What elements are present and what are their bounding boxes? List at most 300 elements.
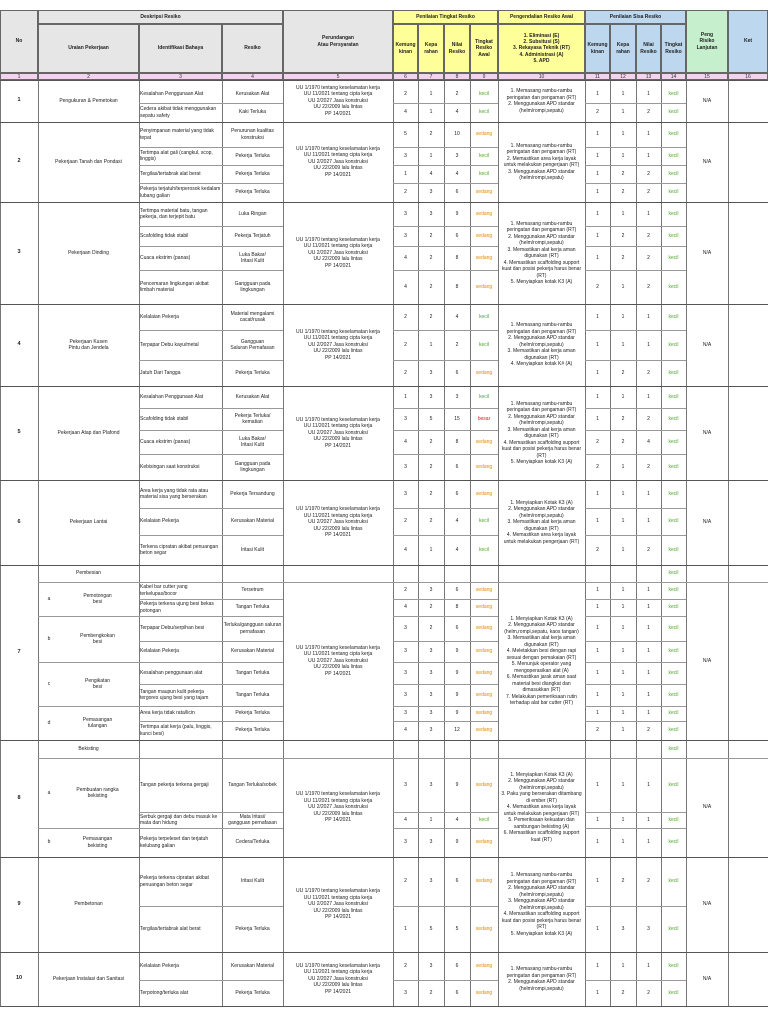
severity-residual: 2 [621,415,625,422]
hazard-identification: Terpotong/terluka alat [140,989,189,996]
risk-description: Pekerja Terluka [235,189,270,196]
likelihood-initial: 4 [404,546,407,553]
likelihood-residual: 1 [596,189,599,196]
risk-value-residual: 1 [647,710,650,717]
hazard-identification: Serbuk gergaji dan debu masuk ke mata dan hidung [140,813,218,826]
group-control-measures: 1. Memasang rambu-rambu peringatan dan pengaman (RT) 2. Menggunakan APD standar (helm/rompi,sepatu) 3. Memastikan alat kerja aman digunakan (RT) 4. Menyiapkan kotak K# (A) [506,322,577,368]
severity-initial: 1 [429,152,433,159]
group-activity: Bekisting [78,745,99,752]
group-control-measures: 1. Menyiapkan Kotak K3 (A) 2. Menggunakan APD standar (helm/rompi,sepatu) 3. Memastikan alat kerja aman digunakan (RT) 4. Memastikan area kerja layak untuk melakukan pengerjaan (RT) [503,499,580,545]
risk-level-residual: kecil [668,189,679,196]
hazard-identification: Pekerja terkena ujung besi bekas potongan [140,601,214,614]
risk-level-residual: kecil [668,781,679,788]
risk-level-initial: sedang [475,254,493,261]
group-control-measures: 1. Menyiapkan Kotak K3 (A) 2. Menggunakan APD standar (helm,rompi,sepatu, kaos tangan) 3. Memastikan alat kerja aman digunakan (RT) 4. Meletakkan besi dengan rapi sesuai dengan pemakaian (RT) 5. Menunjuk operator yang mengoperasikan alat (A) 6. Memastikan jarak aman saat material besi diangkat dan dimasukkan (RT) 7. Melakukan pemeriksaan rutin terhadap alat bar cutter (RT) [504,615,579,706]
risk-level-initial: kecil [478,546,489,553]
group-follow-up: N/A [702,341,712,348]
likelihood-initial: 3 [404,648,407,655]
sub-activity-name: Pemasangan tulangan [82,716,113,729]
group-number: 6 [17,518,21,525]
risk-value-initial: 4 [455,109,459,116]
column-number: 2 [38,73,139,80]
column-number: 6 [393,73,418,80]
hazard-identification: Terkena cipratan akibat penuangan beton segar [140,543,219,556]
severity-initial: 3 [429,839,433,846]
likelihood-initial: 3 [404,669,407,676]
severity-initial: 2 [429,490,433,497]
likelihood-initial: 3 [404,710,407,717]
severity-residual: 1 [621,210,625,217]
likelihood-residual: 2 [596,727,599,734]
risk-description: Mata Iritasi/ gangguan pernafasan [228,813,277,826]
hazard-identification: Area kerja tidak rata/licin [140,710,195,717]
column-number: 3 [139,73,222,80]
likelihood-residual: 1 [596,170,599,177]
hazard-identification: Kabel bar cutter yang terkelupas/bocor [140,584,188,597]
severity-initial: 2 [429,438,433,445]
risk-description: Pekerja Terjatuh [234,232,271,239]
severity-residual: 1 [621,463,625,470]
group-number: 3 [17,249,21,256]
likelihood-residual: 2 [596,109,599,116]
risk-level-initial: sedang [475,210,493,217]
hazard-identification: Tergilas/tertabrak alat berat [140,170,201,177]
risk-level-residual: kecil [668,691,679,698]
risk-value-initial: 9 [455,781,459,788]
risk-level-residual: kecil [668,669,679,676]
severity-residual: 2 [621,232,625,239]
sub-activity-name: Pemasangan bekisting [82,836,113,849]
group-regulation: UU 1/1970 tentang keselamatan kerja UU 11/2021 tentang cipta kerja UU 2/2027 Jasa konstruksi UU 22/2009 lalu lintas PP 14/2021 [296,962,380,995]
likelihood-residual: 2 [596,283,599,290]
risk-value-initial: 6 [455,625,459,632]
likelihood-initial: 3 [404,152,407,159]
risk-value-initial: 8 [455,254,459,261]
risk-value-residual: 1 [647,816,650,823]
severity-residual: 1 [621,131,625,138]
risk-level-initial: sedang [475,710,493,717]
column-number: 8 [444,73,470,80]
severity-residual: 1 [621,283,625,290]
likelihood-residual: 1 [596,962,599,969]
risk-level-residual: kecil [668,625,679,632]
risk-value-residual: 1 [647,781,650,788]
likelihood-initial: 3 [404,232,407,239]
column-number: 16 [728,73,768,80]
risk-value-initial: 9 [455,669,459,676]
severity-initial: 1 [429,816,433,823]
group-activity: Pembetonan [74,901,103,908]
group-regulation: UU 1/1970 tentang keselamatan kerja UU 11/2021 tentang cipta kerja UU 2/2027 Jasa konstruksi UU 22/2009 lalu lintas PP 14/2021 [296,328,380,361]
risk-value-initial: 4 [455,816,459,823]
risk-level-initial: sedang [475,781,493,788]
risk-level-residual: kecil [668,341,679,348]
risk-level-residual: kecil [668,710,679,717]
hazard-identification: Tertimpa material batu, tangan pekerja, dan terjepit batu [140,207,208,220]
likelihood-initial: 4 [404,438,407,445]
hazard-identification: Kesalahan Penggunaan Alat [140,393,204,400]
group-number: 9 [17,900,21,907]
likelihood-residual: 1 [596,490,599,497]
column-number: 12 [610,73,636,80]
severity-residual: 3 [621,925,625,932]
hazard-identification: Tertimpa alat gali (cangkul, scop, linggis) [140,149,213,162]
header-resiko: Resiko [222,24,283,73]
column-number: 7 [418,73,444,80]
group-number: 7 [17,648,21,655]
risk-value-residual: 2 [647,546,650,553]
likelihood-residual: 1 [596,839,599,846]
risk-level-initial: sedang [475,989,493,996]
group-activity: Pekerjaan Atap dan Plafond [57,429,120,436]
risk-description: Kaki Terluka [238,109,267,116]
severity-residual: 1 [621,691,625,698]
risk-level-residual: kecil [668,232,679,239]
severity-initial: 3 [429,587,433,594]
risk-description: Tersetrum [241,587,264,594]
hazard-identification: Scafolding tidak stabil [140,232,189,239]
severity-initial: 3 [429,648,433,655]
hazard-identification: Pencemaran lingkungan akibat limbah material [140,280,209,293]
risk-description: Cedera/Terluka [235,839,270,846]
likelihood-initial: 4 [404,816,407,823]
severity-residual: 2 [621,170,625,177]
risk-level-residual: kecil [668,604,679,611]
risk-value-residual: 1 [647,313,650,320]
group-regulation: UU 1/1970 tentang keselamatan kerja UU 11/2021 tentang cipta kerja UU 2/2027 Jasa konstruksi UU 22/2009 lalu lintas PP 14/2021 [296,791,380,824]
risk-value-initial: 6 [455,463,459,470]
severity-initial: 2 [429,131,433,138]
risk-description: Tangan Terluka [235,604,270,611]
group-control-measures: 1. Menyiapkan Kotak K3 (A) 2. Menggunakan APD standar (helm/rompi,sepatu) 3. Paku yang berserakan ditambang di ember (RT) 4. Memastikan area kerja layak untuk melakukan pengerjaan (RT) 5. Pemeriksaan kekuatan dan sambungan bekisting (A) 6. Memastikan scaffolding support kuat (RT) [501,771,582,843]
sub-activity-letter: c [47,680,51,687]
risk-description: Iritasi Kulit [240,878,265,885]
risk-value-initial: 4 [455,546,459,553]
severity-initial: 3 [429,369,433,376]
sub-activity-line [38,616,139,617]
risk-value-residual: 1 [647,691,650,698]
hazard-identification: Pekerja terkena cipratan akibat penuangan beton segar [140,875,209,888]
severity-residual: 1 [621,710,625,717]
severity-residual: 1 [621,669,625,676]
risk-description: Pekerja Terluka [235,989,270,996]
risk-level-residual: kecil [668,438,679,445]
risk-description: Luka Bakar/ Iritasi Kulit [239,251,266,264]
severity-residual: 1 [621,604,625,611]
risk-level-initial: kecil [478,90,489,97]
grid-column-line [728,80,729,1006]
risk-level-initial: sedang [475,839,493,846]
risk-value-initial: 6 [455,962,459,969]
hazard-identification: Cedera akibat tidak menggunakan sepatu safety [140,106,217,119]
risk-value-initial: 9 [455,691,459,698]
header-tingkat-sisa: Tingkat Resiko [661,24,686,73]
risk-level-initial: kecil [478,816,489,823]
likelihood-initial: 3 [404,210,407,217]
hazard-identification: Tertimpa alat kerja (palu, linggis, kunci besi) [140,724,212,737]
hazard-identification: Kelalaian Pekerja [140,518,179,525]
risk-level-residual: kecil [668,90,679,97]
risk-description: Pekerja Terluka [235,170,270,177]
risk-value-initial: 4 [455,170,459,177]
severity-initial: 1 [429,90,433,97]
risk-value-residual: 2 [647,878,650,885]
hazard-identification: Kelalaian Pekerja [140,962,179,969]
severity-residual: 1 [621,152,625,159]
group-control-measures: 1. Memasang rambu-rambu peringatan dan pengaman (RT) 2. Memastikan area kerja layak untuk melakukan pengerjaan (RT) 3. Menggunakan APD standar (helm/rompi,sepatu) [503,142,580,181]
severity-residual: 1 [621,393,625,400]
header-uraian: Uraian Pekerjaan [38,24,139,73]
risk-value-residual: 2 [647,463,650,470]
risk-value-initial: 3 [455,152,459,159]
severity-initial: 2 [429,313,433,320]
likelihood-residual: 1 [596,816,599,823]
header-penilaian-awal: Penilaian Tingkat Resiko [393,10,498,24]
sub-activity-letter: a [47,595,51,602]
severity-initial: 3 [429,393,433,400]
group-follow-up: N/A [702,158,712,165]
group-activity: Pengukuran & Pemetokan [59,97,118,104]
likelihood-residual: 1 [596,369,599,376]
severity-residual: 1 [621,109,625,116]
severity-initial: 3 [429,210,433,217]
header-kemungkinan-sisa: Kemung kinan [585,24,610,73]
severity-residual: 1 [621,341,625,348]
likelihood-residual: 1 [596,254,599,261]
severity-residual: 1 [621,518,625,525]
likelihood-initial: 3 [404,625,407,632]
group-follow-up: N/A [702,429,712,436]
likelihood-initial: 2 [404,189,407,196]
risk-value-residual: 2 [647,369,650,376]
severity-residual: 1 [621,648,625,655]
severity-initial: 2 [429,463,433,470]
severity-residual: 2 [621,878,625,885]
likelihood-residual: 1 [596,710,599,717]
risk-value-residual: 2 [647,989,650,996]
risk-level-initial: sedang [475,283,493,290]
risk-value-residual: 1 [647,648,650,655]
severity-initial: 3 [429,878,433,885]
risk-level-initial: sedang [475,232,493,239]
severity-residual: 1 [621,313,625,320]
likelihood-residual: 2 [596,463,599,470]
risk-description: Luka Ringan [238,210,267,217]
severity-initial: 3 [429,962,433,969]
risk-level-initial: kecil [478,109,489,116]
severity-residual: 1 [621,546,625,553]
group-follow-up: N/A [702,249,712,256]
risk-level-initial: sedang [475,587,493,594]
likelihood-residual: 1 [596,781,599,788]
group-regulation: UU 1/1970 tentang keselamatan kerja UU 11/2021 tentang cipta kerja UU 2/2027 Jasa konstruksi UU 22/2009 lalu lintas PP 14/2021 [296,888,380,921]
likelihood-initial: 3 [404,490,407,497]
risk-level-initial: sedang [475,925,493,932]
risk-value-residual: 1 [647,90,650,97]
column-number: 11 [585,73,610,80]
risk-value-initial: 6 [455,878,459,885]
risk-value-initial: 8 [455,283,459,290]
group-regulation: UU 1/1970 tentang keselamatan kerja UU 11/2021 tentang cipta kerja UU 2/2027 Jasa konstruksi UU 22/2009 lalu lintas PP 14/2021 [296,145,380,178]
likelihood-residual: 1 [596,210,599,217]
likelihood-residual: 1 [596,232,599,239]
risk-description: Gangguan pada lingkungan [234,280,271,293]
risk-level-residual: kecil [668,925,679,932]
risk-value-initial: 5 [455,925,459,932]
header-nilai-sisa: Nilai Resiko [636,24,661,73]
likelihood-residual: 1 [596,341,599,348]
risk-value-residual: 1 [647,152,650,159]
likelihood-initial: 3 [404,781,407,788]
risk-level-initial: sedang [475,878,493,885]
severity-residual: 2 [621,989,625,996]
likelihood-residual: 1 [596,393,599,400]
likelihood-initial: 3 [404,989,407,996]
severity-residual: 2 [621,254,625,261]
risk-value-residual: 1 [647,587,650,594]
hazard-identification: Jatuh Dari Tangga [140,369,181,376]
sub-activity-name: Pengikatan besi [84,677,111,690]
risk-level-residual: kecil [668,587,679,594]
risk-description: Pekerja Terluka [235,710,270,717]
group-regulation: UU 1/1970 tentang keselamatan kerja UU 11/2021 tentang cipta kerja UU 2/2027 Jasa konstruksi UU 22/2009 lalu lintas PP 14/2021 [296,236,380,269]
header-deskripsi: Deskripsi Resiko [38,10,283,24]
header-ket: Ket [728,10,768,73]
risk-level-initial: sedang [475,604,493,611]
risk-value-initial: 4 [455,313,459,320]
severity-initial: 3 [429,727,433,734]
sub-activity-letter: b [47,635,51,642]
likelihood-residual: 1 [596,878,599,885]
likelihood-residual: 1 [596,669,599,676]
severity-residual: 2 [621,369,625,376]
likelihood-initial: 1 [404,393,407,400]
risk-level-residual: kecil [668,415,679,422]
hazard-identification: Kebisingan saat konstruksi [140,463,200,470]
header-peng-lanjutan: Peng Risiko Lanjutan [686,10,728,73]
likelihood-initial: 1 [404,925,407,932]
header-hierarki: 1. Eliminasi (E) 2. Subsitusi (S) 3. Rekayasa Teknik (RT) 4. Administrasi (A) 5. APD [498,24,585,73]
group-regulation: UU 1/1970 tentang keselamatan kerja UU 11/2021 tentang cipta kerja UU 2/2027 Jasa konstruksi UU 22/2009 lalu lintas PP 14/2021 [296,416,380,449]
risk-value-residual: 2 [647,254,650,261]
header-tingkat-awal: Tingkat Resiko Awal [470,24,498,73]
risk-description: Kerusakan Alat [235,393,270,400]
group-activity: Pekerjaan Tanah dan Pondasi [55,158,122,165]
risk-value-initial: 2 [455,341,459,348]
risk-value-residual: 1 [647,393,650,400]
risk-value-initial: 6 [455,232,459,239]
likelihood-residual: 1 [596,604,599,611]
risk-level-initial: kecil [478,152,489,159]
risk-description: Pekerja Terluka [235,152,270,159]
hazard-identification: Kelalaian Pekerja [140,648,179,655]
risk-level-initial: sedang [475,727,493,734]
sub-activity-letter: d [47,719,51,726]
risk-value-residual: 1 [647,625,650,632]
risk-level-residual: kecil [668,463,679,470]
header-nilai: Nilai Resiko [444,24,470,73]
column-number: 9 [470,73,498,80]
risk-description: Penurunan kualitas konstruksi [231,128,274,141]
likelihood-initial: 4 [404,727,407,734]
severity-residual: 1 [621,816,625,823]
risk-description: Terluka/gangguan saluran pernafasan [223,622,282,635]
group-control-measures: 1. Memasang rambu-rambu peringatan dan pengaman (RT) 2. Menggunakan APD standar (helm/rompi,sepatu) 3. Menggunakan APD standar (helm/rompi,sepatu) 4. Memastikan scaffolding support kuat dan posisi pekerja harus benar (RT) 5. Menyiapkan kotak K3 (A) [501,872,582,937]
hazard-identification: Terpapar Debu/serpihan besi [140,625,205,632]
likelihood-initial: 2 [404,878,407,885]
severity-residual: 2 [621,438,625,445]
risk-level-residual: kecil [668,839,679,846]
severity-residual: 1 [621,90,625,97]
risk-value-initial: 2 [455,90,459,97]
risk-level-initial: kecil [478,313,489,320]
risk-level-initial: sedang [475,463,493,470]
likelihood-initial: 2 [404,587,407,594]
group-regulation: UU 1/1970 tentang keselamatan kerja UU 11/2021 tentang cipta kerja UU 2/2027 Jasa konstruksi UU 22/2009 lalu lintas PP 14/2021 [296,84,380,117]
severity-initial: 2 [429,989,433,996]
severity-initial: 4 [429,170,433,177]
group-number: 2 [17,158,21,165]
risk-level-residual: kecil [668,546,679,553]
risk-value-initial: 6 [455,989,459,996]
risk-value-residual: 1 [647,131,650,138]
risk-level-residual: kecil [668,254,679,261]
risk-description: Kerusakan Material [230,648,275,655]
risk-value-initial: 8 [455,438,459,445]
hazard-identification: Tergilas/tertabrak alat berat [140,925,201,932]
risk-level-residual: kecil [668,878,679,885]
risk-level-residual: kecil [668,369,679,376]
risk-value-initial: 9 [455,710,459,717]
likelihood-initial: 4 [404,604,407,611]
severity-initial: 2 [429,232,433,239]
risk-level-initial: sedang [475,669,493,676]
risk-description: Iritasi Kulit [240,546,265,553]
header-pengendalian: Pengendalian Resiko Awal [498,10,585,24]
likelihood-initial: 2 [404,369,407,376]
sub-activity-letter: a [47,789,51,796]
sub-activity-line [38,662,139,663]
column-number: 13 [636,73,661,80]
likelihood-residual: 1 [596,587,599,594]
risk-value-residual: 2 [647,283,650,290]
column-number: 10 [498,73,585,80]
group-regulation: UU 1/1970 tentang keselamatan kerja UU 11/2021 tentang cipta kerja UU 2/2027 Jasa konstruksi UU 22/2009 lalu lintas PP 14/2021 [296,644,380,677]
group-follow-up: N/A [702,97,712,104]
likelihood-initial: 4 [404,109,407,116]
risk-level-residual: kecil [668,210,679,217]
risk-level-residual: kecil [668,727,679,734]
risk-value-residual: 1 [647,604,650,611]
risk-value-initial: 6 [455,369,459,376]
header-kemungkinan: Kemung kinan [393,24,418,73]
group-control-measures: 1. Memasang rambu-rambu peringatan dan pengaman (RT) 2. Menggunakan APD standar (helm/rompi,sepatu) 3. Memastikan alat kerja aman digunakan (RT) 4. Memastikan scaffolding support kuat dan posisi pekerja harus benar (RT) 5. Menyiapkan kotak K3 (A) [501,400,582,465]
likelihood-residual: 2 [596,546,599,553]
header-keparahan: Kepa rahan [418,24,444,73]
severity-residual: 1 [621,781,625,788]
risk-level-initial: sedang [475,691,493,698]
group-header-residual-level: kecil [668,745,679,752]
risk-description: Tangan Terluka [235,669,270,676]
column-number: 5 [283,73,393,80]
likelihood-initial: 3 [404,415,407,422]
risk-level-residual: kecil [668,393,679,400]
column-number: 4 [222,73,283,80]
risk-description: Gangguan Saluran Pernafasan [230,338,275,351]
group-follow-up: N/A [702,901,712,908]
risk-value-initial: 6 [455,189,459,196]
severity-residual: 2 [621,189,625,196]
